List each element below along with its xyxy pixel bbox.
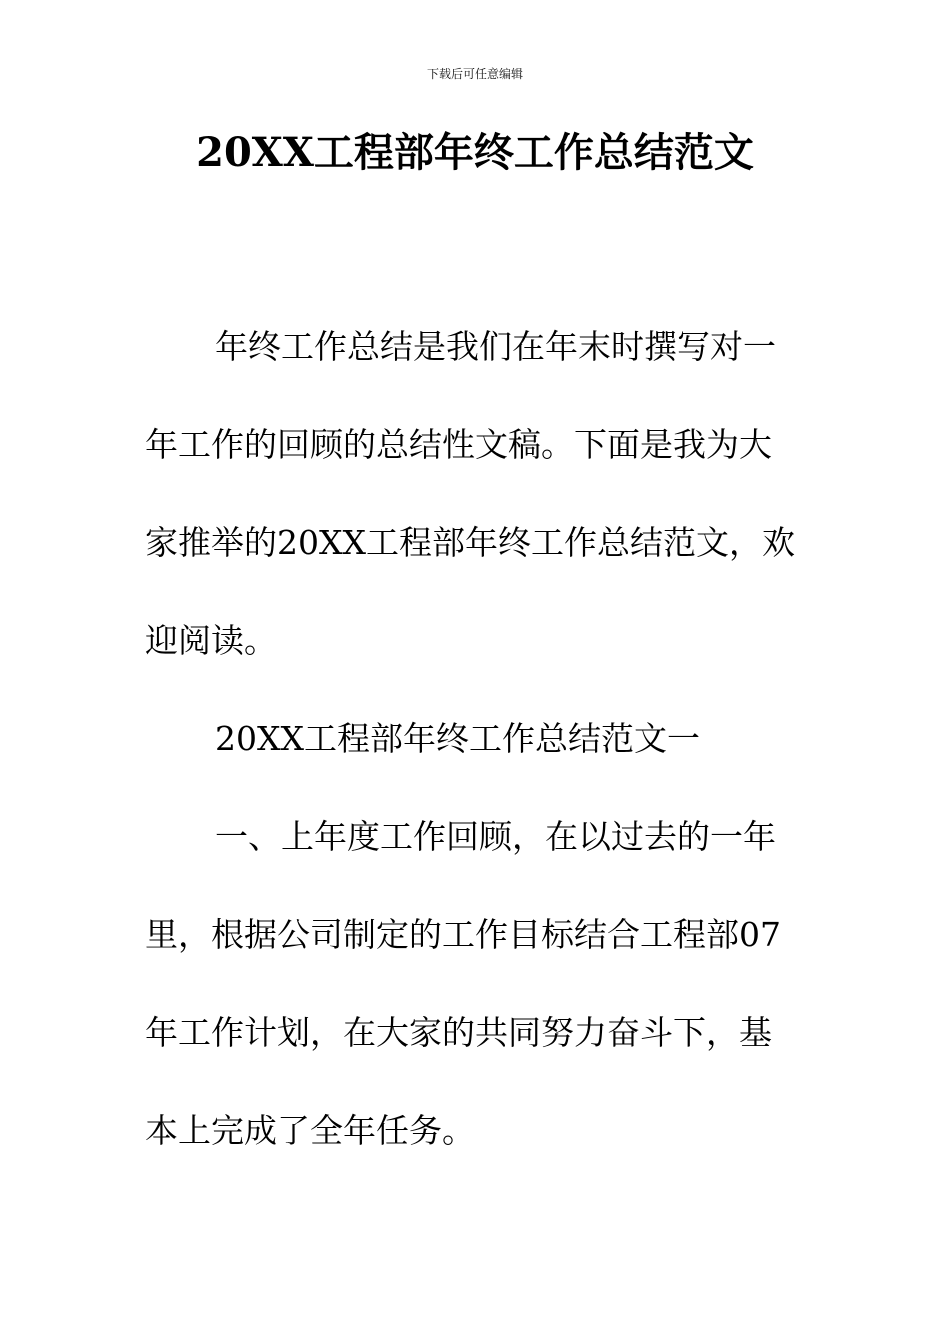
document-body [145, 298, 795, 1180]
paragraph-intro: 年终工作总结是我们在年末时撰写对一年工作的回顾的总结性文稿。下面是我为大家推举的20XX工程部年终工作总结范文，欢迎阅读。 [145, 327, 795, 660]
paragraph-section-heading: 20XX工程部年终工作总结范文一 [215, 719, 700, 758]
header-note: 下载后可任意编辑 [426, 67, 523, 81]
paragraph-review: 一、上年度工作回顾，在以过去的一年里，根据公司制定的工作目标结合工程部07年工作计划，在大家的共同努力奋斗下，基本上完成了全年任务。 [145, 817, 781, 1150]
document-title: 20XX工程部年终工作总结范文 [196, 129, 754, 176]
